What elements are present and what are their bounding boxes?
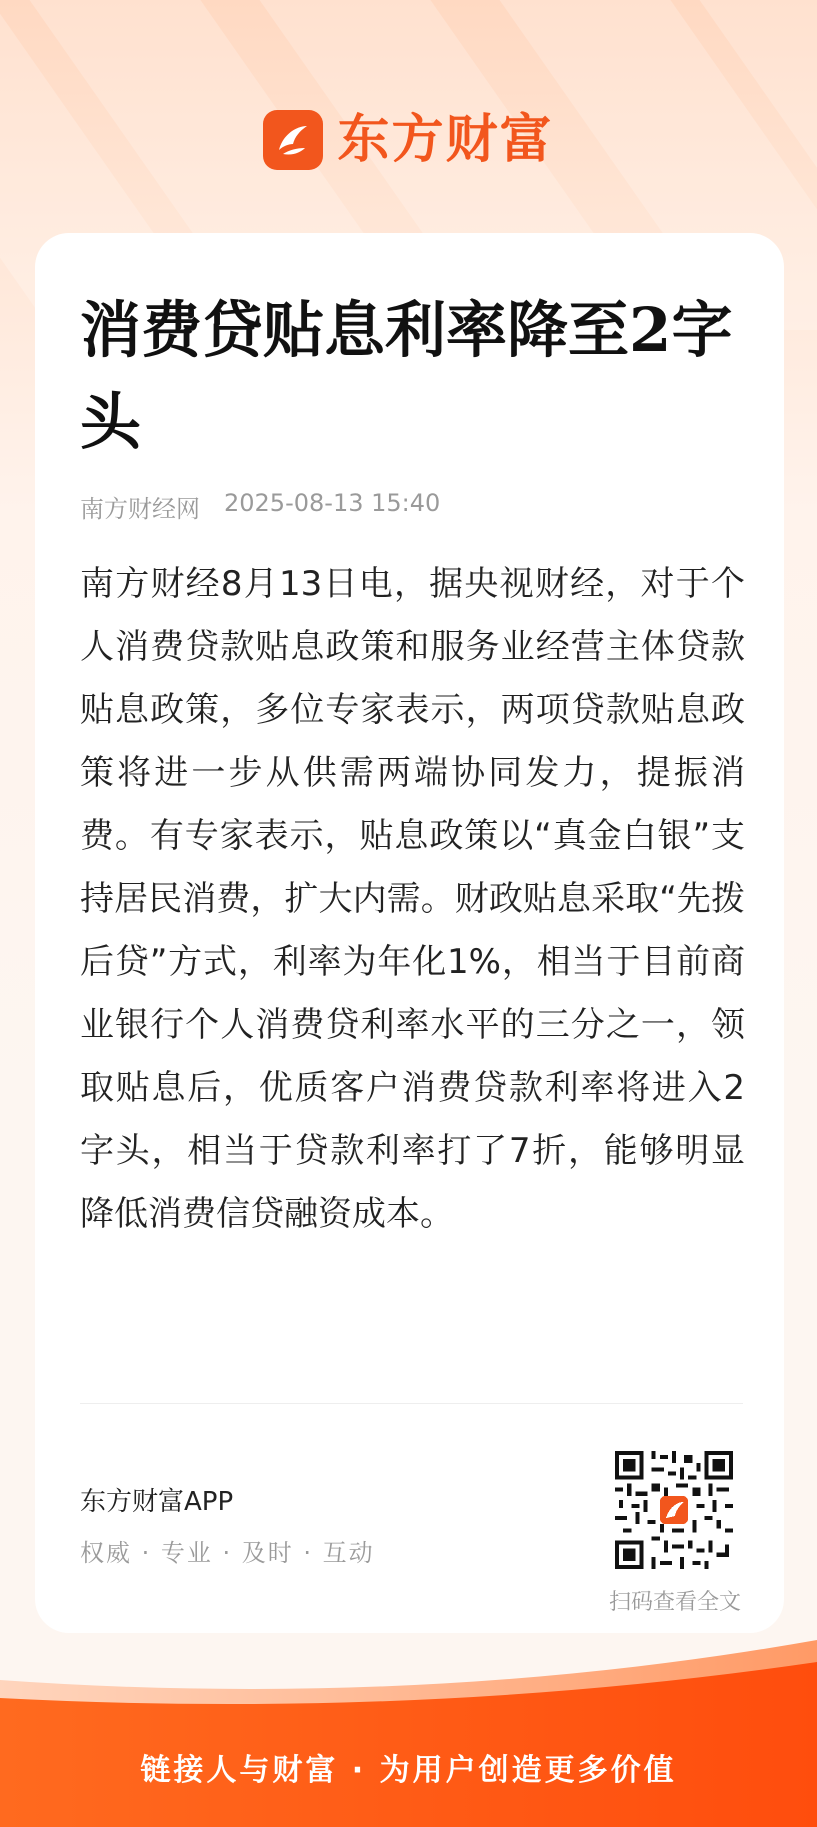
article-body: 南方财经8月13日电，据央视财经，对于个人消费贷款贴息政策和服务业经营主体贷款贴息政策，多位专家表示，两项贷款贴息政策将进一步从供需两端协同发力，提振消费。有专家表示，贴息政策以“真金白银”支持居民消费，扩大内需。财政贴息采取“先拨后贷”方式，利率为年化1%，相当于目前商业银行个人消费贷利率水平的三分之一，领取贴息后，优质客户消费贷款利率将进入2字头，相当于贷款利率打了7折，能够明显降低消费信贷融资成本。 <box>80 564 745 1234</box>
app-slogan: 权威 · 专业 · 及时 · 互动 <box>80 1539 375 1567</box>
article-datetime: 2025-08-13 15:40 <box>224 489 441 517</box>
footer-tagline: 链接人与财富 · 为用户创造更多价值 <box>140 1753 677 1788</box>
brand-name: 东方财富 <box>337 110 554 170</box>
app-name: 东方财富APP <box>80 1487 234 1517</box>
qr-code-icon[interactable] <box>615 1451 733 1569</box>
article-meta <box>80 489 440 524</box>
article-title: 消费贷贴息利率降至2字头 <box>80 295 733 458</box>
eastmoney-logo-icon <box>263 110 323 170</box>
footer-banner <box>0 1640 817 1827</box>
article-card <box>35 233 784 1633</box>
brand-header <box>0 110 817 170</box>
article-source: 南方财经网 <box>80 495 200 523</box>
divider <box>80 1403 743 1404</box>
qr-caption: 扫码查看全文 <box>608 1590 741 1615</box>
